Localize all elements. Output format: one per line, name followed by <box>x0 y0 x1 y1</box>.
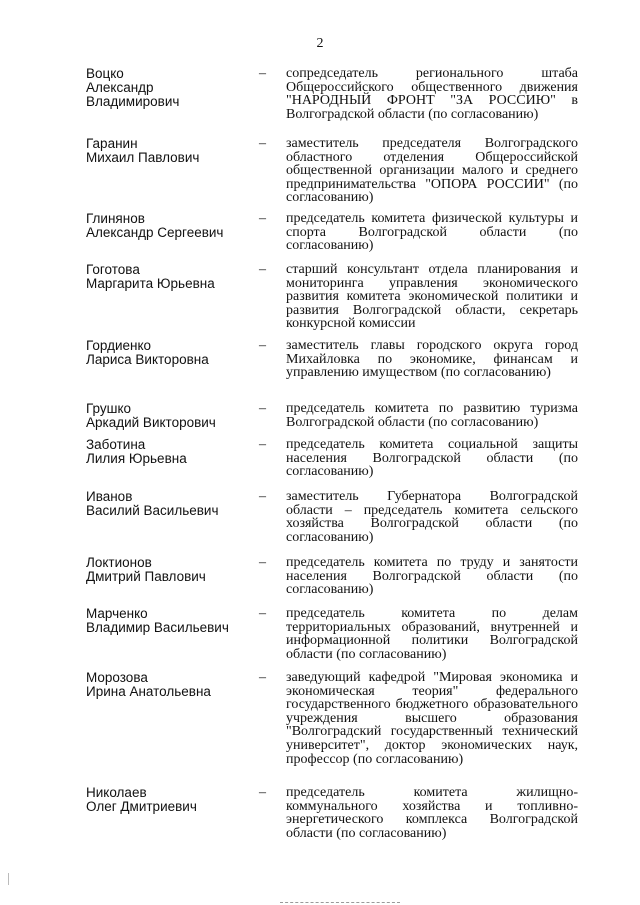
separator-dash: – <box>259 262 266 277</box>
separator-dash: – <box>259 670 266 685</box>
member-surname: Николаев <box>86 785 147 800</box>
page-number: 2 <box>316 36 324 51</box>
member-position: председатель комитета социальной защиты населения Волгоградской области (по согласованию) <box>286 437 578 480</box>
member-surname: Заботина <box>86 437 146 452</box>
member-surname: Иванов <box>86 489 133 504</box>
member-given-name: Михаил Павлович <box>86 150 200 165</box>
member-name <box>86 212 256 240</box>
member-given-name: Василий Васильевич <box>86 503 219 518</box>
member-surname: Глинянов <box>86 211 145 226</box>
member-name <box>86 263 256 291</box>
member-position: председатель комитета по развитию туризма Волгоградской области (по согласованию) <box>286 401 578 430</box>
member-given-name: Маргарита Юрьевна <box>86 276 215 291</box>
separator-dash: – <box>259 136 266 151</box>
member-name <box>86 607 256 635</box>
member-surname: Гаранин <box>86 136 138 151</box>
separator-dash: – <box>259 401 266 416</box>
member-position: заместитель Губернатора Волгоградской области – председатель комитета сельского хозяйства Волгоградской области (по согласованию) <box>286 489 578 545</box>
member-patronymic: Владимирович <box>86 94 180 109</box>
member-name <box>86 490 256 518</box>
member-given-name: Лариса Викторовна <box>86 352 209 367</box>
separator-dash: – <box>259 785 266 800</box>
member-position: председатель комитета по делам территориальных образований, внутренней и информационной политики Волгоградской области (по согласованию) <box>286 606 578 662</box>
member-surname: Марченко <box>86 606 148 621</box>
member-position: председатель комитета по труду и занятости населения Волгоградской области (по согласованию) <box>286 555 578 598</box>
separator-dash: – <box>259 437 266 452</box>
member-surname: Локтионов <box>86 555 152 570</box>
separator-dash: – <box>259 606 266 621</box>
member-position: заведующий кафедрой "Мировая экономика и экономическая теория" федерального государственного бюджетного образовательного учреждения высшего образования "Волгоградский государственный технический университет", доктор экономических наук, профессор (по согласованию) <box>286 670 578 767</box>
member-name <box>86 137 256 165</box>
scan-artifact-mark <box>8 873 9 885</box>
member-position: председатель комитета жилищно-коммунального хозяйства и топливно-энергетического комплекса Волгоградской области (по согласованию) <box>286 785 578 841</box>
member-position: сопредседатель регионального штаба Общероссийского общественного движения "НАРОДНЫЙ ФРОНТ "ЗА РОССИЮ" в Волгоградской области (по согласованию) <box>286 66 578 122</box>
member-given-name: Дмитрий Павлович <box>86 569 206 584</box>
separator-dash: – <box>259 489 266 504</box>
member-given-name: Лилия Юрьевна <box>86 451 187 466</box>
scan-artifact-line <box>280 900 400 903</box>
member-given-name: Александр <box>86 80 154 95</box>
member-given-name: Олег Дмитриевич <box>86 799 197 814</box>
member-position: старший консультант отдела планирования и мониторинга управления экономического развития комитета экономической политики и развития Волгоградской области, секретарь конкурсной комиссии <box>286 262 578 332</box>
member-position: председатель комитета физической культуры и спорта Волгоградской области (по согласованию) <box>286 211 578 254</box>
member-given-name: Аркадий Викторович <box>86 415 216 430</box>
separator-dash: – <box>259 555 266 570</box>
member-given-name: Александр Сергеевич <box>86 225 224 240</box>
member-surname: Воцко <box>86 66 124 81</box>
member-name <box>86 402 256 430</box>
member-surname: Гордиенко <box>86 338 152 353</box>
separator-dash: – <box>259 211 266 226</box>
separator-dash: – <box>259 66 266 81</box>
member-position: заместитель председателя Волгоградского областного отделения Общероссийской общественной организации малого и среднего предпринимательства "ОПОРА РОССИИ" (по согласованию) <box>286 136 578 206</box>
member-name <box>86 671 256 699</box>
member-surname: Гоготова <box>86 262 140 277</box>
member-name <box>86 67 256 109</box>
member-name <box>86 438 256 466</box>
member-given-name: Ирина Анатольевна <box>86 684 211 699</box>
member-name <box>86 556 256 584</box>
member-position: заместитель главы городского округа город Михайловка по экономике, финансам и управлению имуществом (по согласованию) <box>286 338 578 381</box>
member-name <box>86 786 256 814</box>
member-name <box>86 339 256 367</box>
member-given-name: Владимир Васильевич <box>86 620 229 635</box>
member-surname: Морозова <box>86 670 148 685</box>
member-surname: Грушко <box>86 401 132 416</box>
separator-dash: – <box>259 338 266 353</box>
